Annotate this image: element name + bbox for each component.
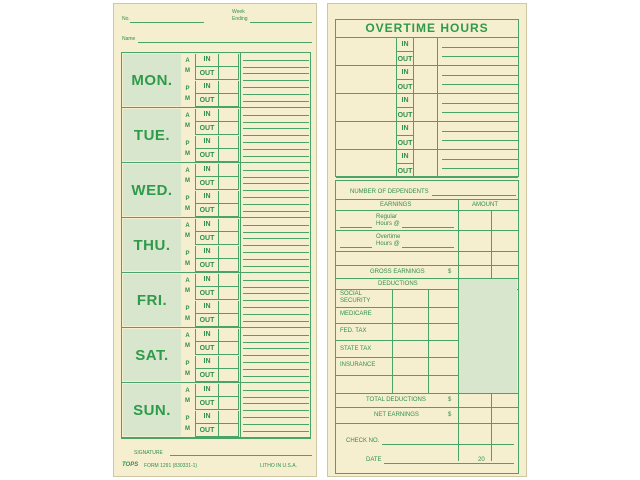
overtime-stamp-slot <box>414 122 438 136</box>
in-label: IN <box>195 246 219 259</box>
note-rule <box>442 112 518 113</box>
overtime-pair <box>336 38 518 66</box>
total-deductions-label: TOTAL DEDUCTIONS <box>366 397 426 403</box>
out-label: OUT <box>195 259 219 272</box>
overtime-in-label: IN <box>396 94 414 108</box>
overtime-stamp-slot <box>414 38 438 52</box>
overtime-hours-title: OVERTIME HOURS <box>336 21 518 38</box>
regular-hours-label: Hours @ <box>376 221 400 227</box>
am-label <box>181 278 194 294</box>
overtime-in-label: IN <box>396 38 414 52</box>
note-rule <box>442 168 518 169</box>
divider <box>336 307 458 308</box>
net-earnings-label: NET EARNINGS <box>374 412 419 418</box>
time-stamp-slot <box>219 191 239 204</box>
note-rule <box>243 170 309 171</box>
period-letter: A <box>185 333 190 339</box>
note-rule <box>243 252 309 253</box>
note-rule <box>243 197 309 198</box>
overtime-pay-label: Overtime <box>376 234 401 240</box>
note-rule <box>243 280 309 281</box>
day-label: SUN. <box>123 384 181 436</box>
overtime-in-label: IN <box>396 150 414 164</box>
day-label: THU. <box>123 219 181 271</box>
note-rule <box>243 424 309 425</box>
amount-label: AMOUNT <box>472 202 498 208</box>
in-label: IN <box>195 136 219 149</box>
out-label: OUT <box>195 342 219 355</box>
note-rule <box>243 135 309 136</box>
total-dollar-sign: $ <box>448 397 452 403</box>
out-label: OUT <box>195 122 219 135</box>
out-label: OUT <box>195 67 219 80</box>
period-letter: P <box>185 361 190 367</box>
in-label: IN <box>195 81 219 94</box>
note-rule <box>243 122 309 123</box>
time-stamp-slot <box>219 67 239 80</box>
note-rule <box>243 362 309 363</box>
in-label: IN <box>195 384 219 397</box>
in-label: IN <box>195 54 219 67</box>
note-rule <box>243 128 309 129</box>
week-label: Week <box>232 9 245 15</box>
signature-field-line <box>170 455 312 456</box>
overtime-pair <box>336 122 518 150</box>
note-rule <box>243 156 309 157</box>
signature-label: SIGNATURE <box>134 450 163 456</box>
period-letter: P <box>185 86 190 92</box>
divider <box>336 265 518 266</box>
time-stamp-slot <box>219 246 239 259</box>
time-stamp-slot <box>219 109 239 122</box>
am-label <box>181 58 194 74</box>
day-row <box>122 328 310 383</box>
net-dollar-sign: $ <box>448 412 452 418</box>
note-rule <box>442 140 518 141</box>
period-letter: A <box>185 388 190 394</box>
dependents-field-line <box>432 195 516 196</box>
note-rule <box>243 149 309 150</box>
am-label <box>181 168 194 184</box>
time-card-back <box>327 3 527 477</box>
note-rule <box>243 259 309 260</box>
in-label: IN <box>195 274 219 287</box>
note-rule <box>243 266 309 267</box>
time-stamp-slot <box>219 356 239 369</box>
period-letter: P <box>185 141 190 147</box>
note-rule <box>243 287 309 288</box>
note-rule <box>243 431 309 432</box>
date-label: DATE <box>366 457 382 463</box>
note-rule <box>243 232 309 233</box>
time-stamp-slot <box>219 424 239 437</box>
note-rule <box>243 177 309 178</box>
in-label: IN <box>195 191 219 204</box>
divider <box>336 251 518 252</box>
note-rule <box>243 204 309 205</box>
period-letter: P <box>185 306 190 312</box>
overtime-out-label: OUT <box>396 108 414 122</box>
time-stamp-slot <box>219 287 239 300</box>
note-rule <box>243 390 309 391</box>
in-label: IN <box>195 219 219 232</box>
out-label: OUT <box>195 232 219 245</box>
time-stamp-slot <box>219 329 239 342</box>
overtime-pair <box>336 94 518 122</box>
out-label: OUT <box>195 287 219 300</box>
overtime-stamp-slot <box>414 66 438 80</box>
period-letter: M <box>185 316 190 322</box>
grid-divider <box>240 53 241 438</box>
period-letter: P <box>185 196 190 202</box>
check-no-line <box>382 444 514 445</box>
deduction-fed-tax: FED. TAX <box>340 328 367 334</box>
period-letter: A <box>185 168 190 174</box>
overtime-pair <box>336 66 518 94</box>
time-stamp-slot <box>219 397 239 410</box>
in-label: IN <box>195 301 219 314</box>
note-rule <box>243 211 309 212</box>
divider <box>336 340 458 341</box>
overtime-stamp-slot <box>414 150 438 164</box>
gross-dollar-sign: $ <box>448 269 452 275</box>
out-label: OUT <box>195 149 219 162</box>
note-rule <box>243 245 309 246</box>
time-stamp-slot <box>219 232 239 245</box>
out-label: OUT <box>195 177 219 190</box>
pm-label <box>181 86 194 102</box>
am-label <box>181 223 194 239</box>
period-letter: M <box>185 371 190 377</box>
divider <box>336 407 518 408</box>
overtime-rate-line <box>402 247 454 248</box>
period-letter: M <box>185 261 190 267</box>
pm-label <box>181 196 194 212</box>
regular-rate-line <box>402 227 454 228</box>
deduction-social-security: SOCIAL SECURITY <box>340 291 371 304</box>
note-rule <box>243 190 309 191</box>
overtime-stamp-slot <box>414 52 438 66</box>
time-stamp-slot <box>219 122 239 135</box>
note-rule <box>243 348 309 349</box>
divider <box>336 393 518 394</box>
note-rule <box>442 84 518 85</box>
overtime-in-label: IN <box>396 122 414 136</box>
note-rule <box>442 47 518 48</box>
period-letter: M <box>185 426 190 432</box>
in-label: IN <box>195 164 219 177</box>
day-row <box>122 218 310 273</box>
no-field-line <box>130 22 204 23</box>
period-letter: M <box>185 398 190 404</box>
in-label: IN <box>195 109 219 122</box>
earnings-label: EARNINGS <box>380 202 412 208</box>
in-label: IN <box>195 411 219 424</box>
check-no-label: CHECK NO. <box>346 438 380 444</box>
out-label: OUT <box>195 204 219 217</box>
period-letter: P <box>185 416 190 422</box>
overtime-hours-line <box>340 247 372 248</box>
daily-time-grid <box>121 52 311 439</box>
note-rule <box>243 397 309 398</box>
period-letter: A <box>185 58 190 64</box>
note-rule <box>243 238 309 239</box>
note-rule <box>243 142 309 143</box>
note-rule <box>243 376 309 377</box>
time-stamp-slot <box>219 94 239 107</box>
note-rule <box>243 94 309 95</box>
deduction-insurance: INSURANCE <box>340 362 376 368</box>
divider <box>336 210 518 211</box>
time-stamp-slot <box>219 177 239 190</box>
date-line <box>384 463 514 464</box>
time-stamp-slot <box>219 301 239 314</box>
note-rule <box>243 355 309 356</box>
day-row <box>122 163 310 218</box>
deduction-state-tax: STATE TAX <box>340 346 372 352</box>
divider <box>336 423 518 424</box>
overtime-in-label: IN <box>396 66 414 80</box>
am-label <box>181 388 194 404</box>
pm-label <box>181 361 194 377</box>
in-label: IN <box>195 356 219 369</box>
regular-hours-line <box>340 227 372 228</box>
day-row <box>122 383 310 438</box>
period-letter: M <box>185 343 190 349</box>
regular-label: Regular <box>376 214 398 220</box>
am-label <box>181 113 194 129</box>
day-row <box>122 273 310 328</box>
note-rule <box>442 75 518 76</box>
out-label: OUT <box>195 397 219 410</box>
divider <box>336 199 518 200</box>
overtime-out-label: OUT <box>396 52 414 66</box>
period-letter: M <box>185 68 190 74</box>
gross-earnings-label: GROSS EARNINGS <box>370 269 425 275</box>
time-stamp-slot <box>219 411 239 424</box>
period-letter: M <box>185 233 190 239</box>
year-label: 20 <box>478 457 485 463</box>
note-rule <box>243 60 309 61</box>
period-letter: M <box>185 288 190 294</box>
note-rule <box>442 131 518 132</box>
time-stamp-slot <box>219 164 239 177</box>
note-rule <box>243 314 309 315</box>
overtime-stamp-slot <box>414 80 438 94</box>
note-rule <box>243 67 309 68</box>
overtime-out-label: OUT <box>396 80 414 94</box>
overtime-out-label: OUT <box>396 136 414 150</box>
time-stamp-slot <box>219 369 239 382</box>
time-stamp-slot <box>219 54 239 67</box>
period-letter: A <box>185 113 190 119</box>
time-stamp-slot <box>219 149 239 162</box>
period-letter: A <box>185 278 190 284</box>
period-letter: M <box>185 178 190 184</box>
note-rule <box>243 87 309 88</box>
week-ending-field-line <box>250 22 312 23</box>
pm-label <box>181 306 194 322</box>
pm-label <box>181 251 194 267</box>
note-rule <box>243 80 309 81</box>
period-letter: M <box>185 206 190 212</box>
time-stamp-slot <box>219 81 239 94</box>
day-label: WED. <box>123 164 181 216</box>
overtime-hours-box <box>335 19 519 177</box>
out-label: OUT <box>195 369 219 382</box>
period-letter: M <box>185 151 190 157</box>
note-rule <box>243 225 309 226</box>
litho-label: LITHO IN U.S.A. <box>260 463 297 469</box>
deductions-label: DEDUCTIONS <box>378 281 418 287</box>
time-stamp-slot <box>219 259 239 272</box>
time-stamp-slot <box>219 136 239 149</box>
divider <box>336 357 458 358</box>
period-letter: A <box>185 223 190 229</box>
name-field-line <box>138 42 312 43</box>
no-label: No. <box>122 16 130 22</box>
note-rule <box>243 403 309 404</box>
payroll-summary-box <box>335 180 519 474</box>
divider <box>336 375 458 376</box>
note-rule <box>243 410 309 411</box>
note-rule <box>442 103 518 104</box>
time-stamp-slot <box>219 204 239 217</box>
am-label <box>181 333 194 349</box>
overtime-stamp-slot <box>414 94 438 108</box>
ending-label: Ending <box>232 16 248 22</box>
tops-logo: TOPS <box>122 462 139 468</box>
time-stamp-slot <box>219 314 239 327</box>
note-rule <box>442 56 518 57</box>
note-rule <box>243 293 309 294</box>
amount-shaded-area <box>459 279 517 393</box>
note-rule <box>243 300 309 301</box>
out-label: OUT <box>195 314 219 327</box>
divider <box>336 230 518 231</box>
note-rule <box>243 335 309 336</box>
note-rule <box>243 307 309 308</box>
time-stamp-slot <box>219 384 239 397</box>
overtime-stamp-slot <box>414 136 438 150</box>
day-label: SAT. <box>123 329 181 381</box>
pm-label <box>181 416 194 432</box>
deduction-medicare: MEDICARE <box>340 311 372 317</box>
overtime-hours-label: Hours @ <box>376 241 400 247</box>
time-card-front <box>113 3 317 477</box>
in-label: IN <box>195 329 219 342</box>
note-rule <box>243 73 309 74</box>
period-letter: P <box>185 251 190 257</box>
time-stamp-slot <box>219 219 239 232</box>
time-stamp-slot <box>219 342 239 355</box>
overtime-pair <box>336 150 518 178</box>
overtime-stamp-slot <box>414 108 438 122</box>
period-letter: M <box>185 96 190 102</box>
day-row <box>122 53 310 108</box>
note-rule <box>243 417 309 418</box>
out-label: OUT <box>195 424 219 437</box>
out-label: OUT <box>195 94 219 107</box>
note-rule <box>243 321 309 322</box>
note-rule <box>243 101 309 102</box>
dependents-label: NUMBER OF DEPENDENTS <box>350 189 429 195</box>
pm-label <box>181 141 194 157</box>
note-rule <box>243 342 309 343</box>
day-row <box>122 108 310 163</box>
note-rule <box>243 115 309 116</box>
day-label: FRI. <box>123 274 181 326</box>
day-label: TUE. <box>123 109 181 161</box>
note-rule <box>243 183 309 184</box>
deduction-col-divider <box>392 289 393 393</box>
form-number: FORM 1291 (830331-1) <box>144 463 198 469</box>
period-letter: M <box>185 123 190 129</box>
note-rule <box>243 369 309 370</box>
time-stamp-slot <box>219 274 239 287</box>
deduction-col-divider <box>428 289 429 393</box>
name-label: Name <box>122 36 136 42</box>
overtime-stamp-slot <box>414 164 438 178</box>
divider <box>336 323 458 324</box>
note-rule <box>442 159 518 160</box>
overtime-out-label: OUT <box>396 164 414 178</box>
day-label: MON. <box>123 54 181 106</box>
